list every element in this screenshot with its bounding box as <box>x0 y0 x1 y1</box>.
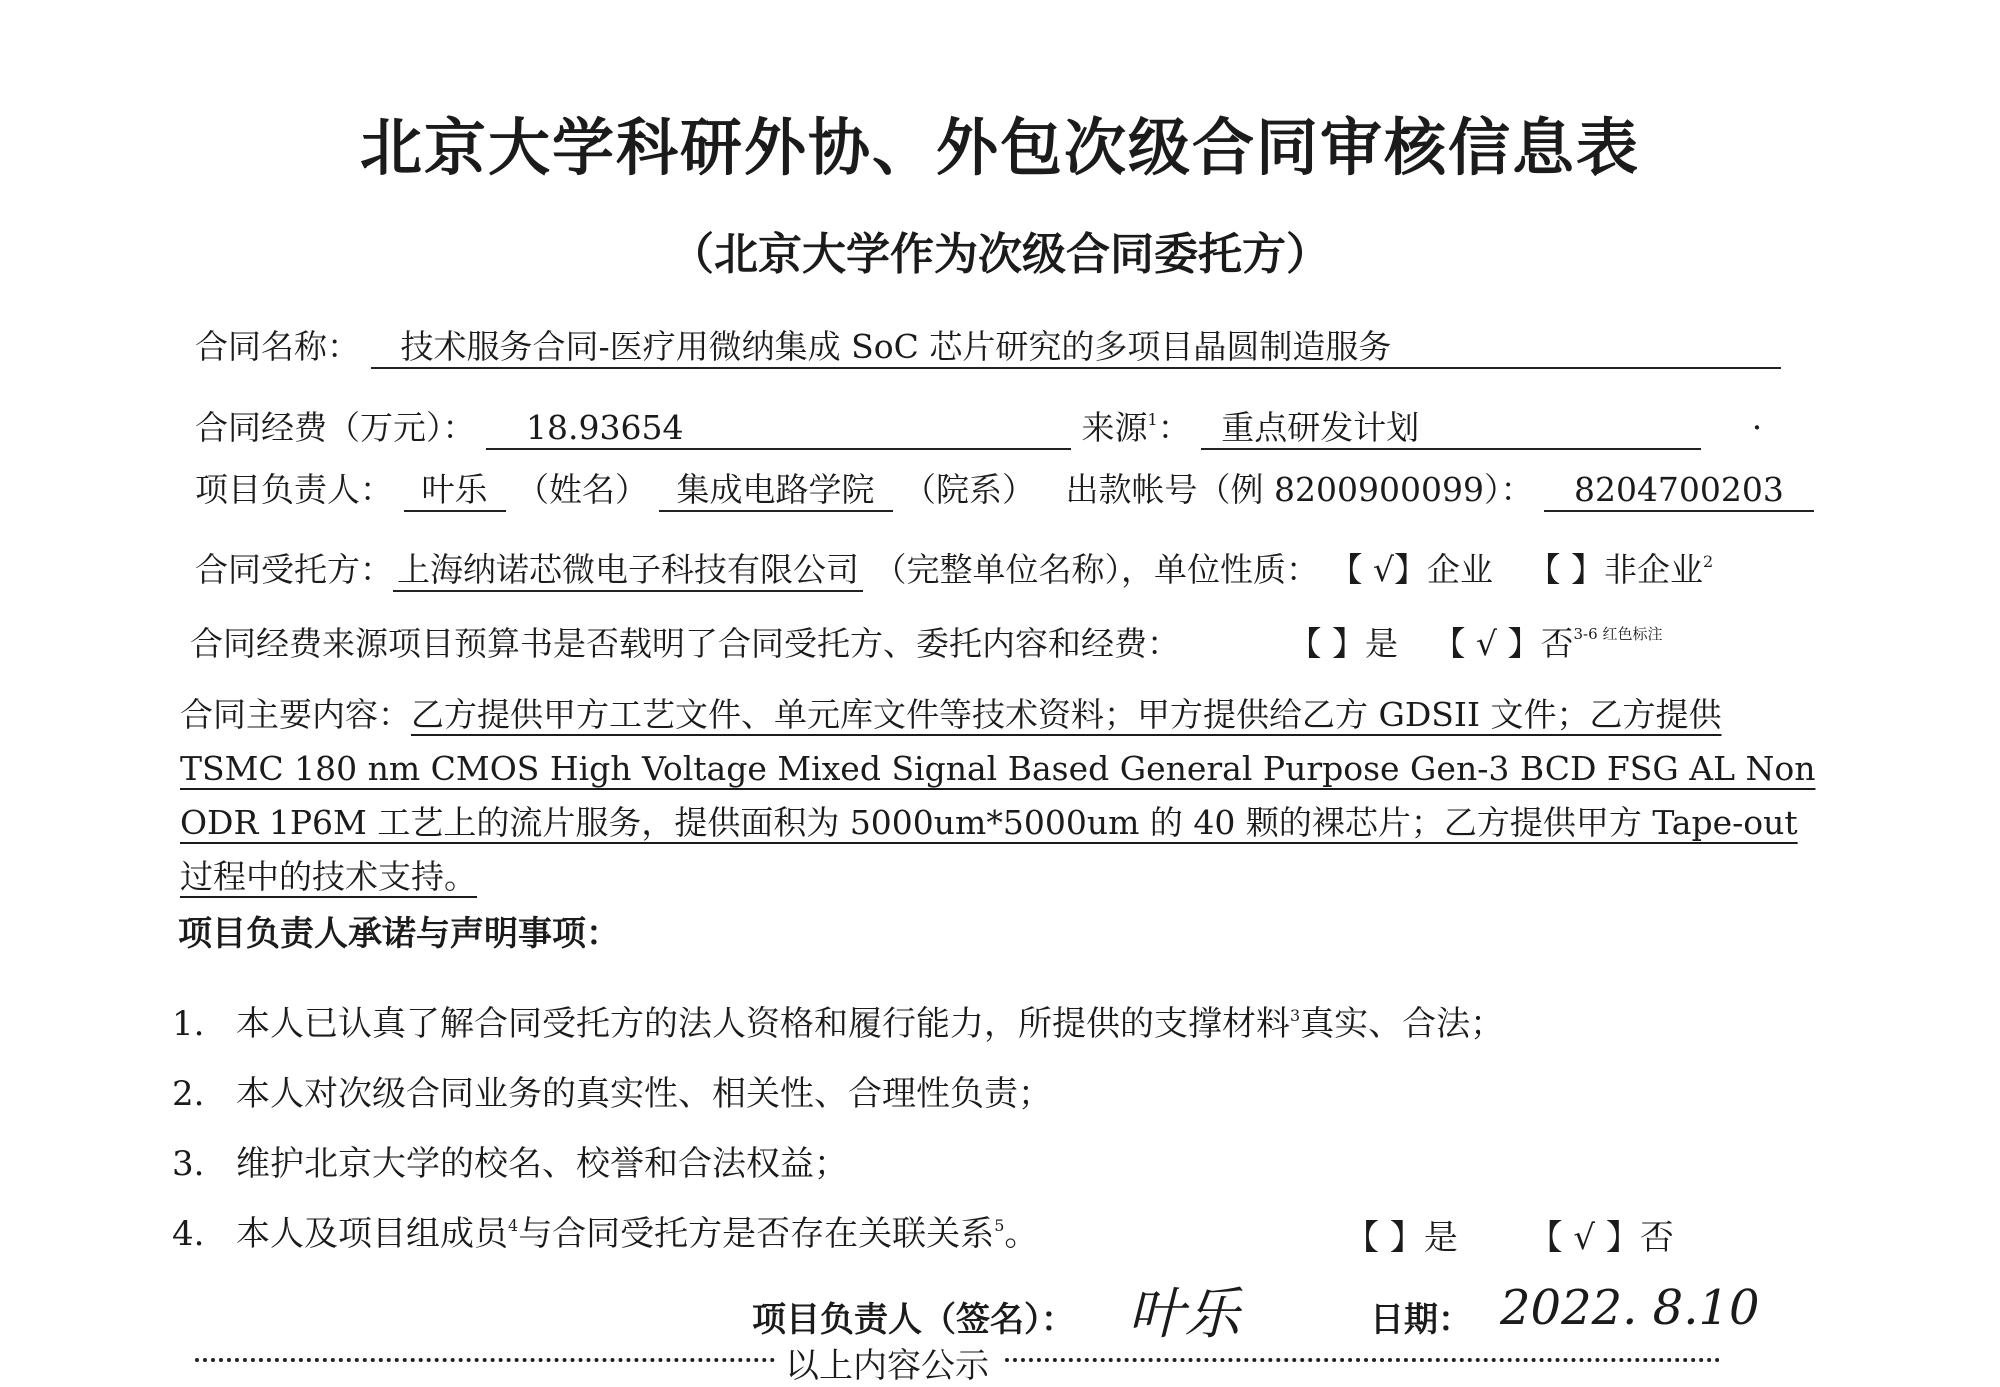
trustee-sup: 2 <box>1703 552 1714 571</box>
fee-dot: · <box>1751 408 1763 447</box>
related-yes-checkbox: 【 】 <box>1345 1218 1424 1258</box>
signature-date: 2022. 8.10 <box>1500 1280 1760 1336</box>
date-label: 日期： <box>1370 1300 1472 1340</box>
contract-name-value: 技术服务合同-医疗用微纳集成 SoC 芯片研究的多项目晶圆制造服务 <box>371 327 1781 369</box>
non-enterprise-label: 非企业 <box>1604 550 1704 589</box>
budget-question-row <box>190 612 1662 666</box>
budget-note: 3-6 红色标注 <box>1573 625 1663 643</box>
pledge-item-text-b: 与合同受托方是否存在关联关系 <box>518 1214 995 1254</box>
budget-question-label: 合同经费来源项目预算书是否载明了合同受托方、委托内容和经费： <box>190 624 1180 663</box>
footer-dotline-left <box>195 1358 775 1362</box>
trustee-label: 合同受托方： <box>195 550 393 589</box>
pledge-item-text: 本人已认真了解合同受托方的法人资格和履行能力，所提供的支撑材料 <box>236 1004 1290 1044</box>
main-content-value: 乙方提供甲方工艺文件、单元库文件等技术资料；甲方提供给乙方 GDSII 文件；乙方提供 TSMC 180 nm CMOS High Voltage Mixed Signal Based General Purpose Gen-3 BCD FSG AL Non ODR 1P6M 工艺上的流片服务，提供面积为 5000um*5000um 的 40 颗的裸芯片；乙方提供甲方 Tape-out 过程中的技术支持。 <box>180 695 1816 896</box>
pledge-item-num: 3. <box>172 1144 205 1184</box>
project-leader-row <box>195 468 1814 512</box>
trustee-hint: （完整单位名称），单位性质： <box>873 550 1319 589</box>
pledge-item-text: 维护北京大学的校名、校誉和合法权益； <box>236 1144 848 1184</box>
pledge-heading: 项目负责人承诺与声明事项： <box>178 914 620 954</box>
signature-name: 叶乐 <box>1128 1282 1240 1347</box>
pledge-item-text: 本人及项目组成员 <box>236 1214 508 1254</box>
footer-dotline-right <box>1005 1358 1720 1362</box>
enterprise-checkbox: 【 √】 <box>1329 550 1428 589</box>
related-no-label: 否 <box>1639 1218 1674 1258</box>
account-value: 8204700203 <box>1544 470 1814 512</box>
main-content-label: 合同主要内容： <box>180 695 411 734</box>
budget-yes-label: 是 <box>1365 624 1398 663</box>
contract-fee-value: 18.93654 <box>486 408 1071 450</box>
contract-fee-label: 合同经费（万元）： <box>195 408 476 447</box>
pledge-item-text: 本人对次级合同业务的真实性、相关性、合理性负责； <box>236 1074 1052 1114</box>
budget-no-label: 否 <box>1540 624 1574 663</box>
related-no-checkbox: 【 √ 】 <box>1528 1218 1640 1258</box>
pledge-item-3 <box>172 1136 848 1185</box>
pledge-item-sup: 3 <box>1290 1006 1301 1025</box>
pledge-item-2 <box>172 1066 1052 1115</box>
page-title: 北京大学科研外协、外包次级合同审核信息表 <box>359 111 1640 184</box>
leader-dept-hint: （院系） <box>903 470 1035 509</box>
fee-source-sup: 1 <box>1147 410 1158 429</box>
pledge-item-sup-2: 5 <box>994 1216 1005 1235</box>
pledge-item-sup: 4 <box>508 1216 519 1235</box>
leader-name-hint: （姓名） <box>516 470 648 509</box>
pledge-item-num: 4. <box>172 1214 205 1254</box>
budget-no-checkbox: 【 √ 】 <box>1432 624 1541 663</box>
pledge-item-4 <box>172 1206 1038 1255</box>
leader-name: 叶乐 <box>404 470 506 512</box>
leader-label: 项目负责人： <box>195 470 393 509</box>
account-label: 出款帐号（例 8200900099）： <box>1065 470 1534 509</box>
trustee-row <box>195 540 1713 592</box>
budget-yes-checkbox: 【 】 <box>1288 624 1365 663</box>
contract-name-row <box>195 325 1781 369</box>
non-enterprise-checkbox: 【 】 <box>1527 550 1605 589</box>
enterprise-label: 企业 <box>1427 550 1494 589</box>
fee-source-value: 重点研发计划 <box>1201 408 1701 450</box>
contract-name-label: 合同名称： <box>195 327 360 366</box>
fee-source-label: 来源 <box>1081 408 1148 447</box>
pledge-item-4-choices <box>1345 1210 1674 1259</box>
page-subtitle: （北京大学作为次级合同委托方） <box>670 229 1330 280</box>
pledge-item-text-b: 真实、合法； <box>1300 1004 1505 1044</box>
leader-dept: 集成电路学院 <box>659 470 893 512</box>
contract-fee-row <box>195 398 1762 450</box>
main-content-block <box>180 688 1820 904</box>
pledge-item-text-c: 。 <box>1004 1214 1039 1254</box>
pledge-item-num: 2. <box>172 1074 205 1114</box>
footer-public-label: 以上内容公示 <box>785 1346 989 1386</box>
pledge-item-1 <box>172 996 1504 1045</box>
related-yes-label: 是 <box>1423 1218 1458 1258</box>
trustee-value: 上海纳诺芯微电子科技有限公司 <box>393 550 863 592</box>
pledge-item-num: 1. <box>172 1004 205 1044</box>
signature-label: 项目负责人（签名）： <box>752 1300 1075 1340</box>
fee-source-colon: ： <box>1157 408 1191 447</box>
